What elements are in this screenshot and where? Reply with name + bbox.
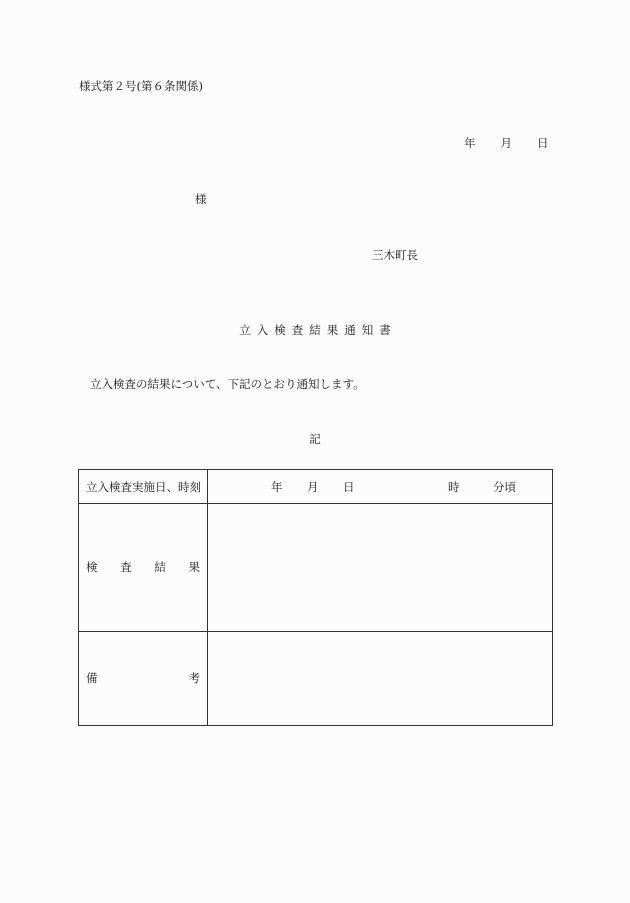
table-row-inspection-result <box>79 504 553 631</box>
datetime-label: 立入検査実施日、時刻 <box>86 479 201 494</box>
table-row-remarks <box>79 631 553 725</box>
addressee-honorific: 様 <box>195 192 207 206</box>
label-char: 査 <box>120 560 132 575</box>
inspection-result-label-cell <box>79 504 208 631</box>
datetime-value-cell <box>208 470 553 504</box>
notice-body-text: 立入検査の結果について、下記のとおり通知します。 <box>90 377 365 391</box>
label-char: 考 <box>188 671 200 686</box>
date-day-label: 日 <box>537 136 549 150</box>
inspection-result-value-cell <box>208 504 553 631</box>
inspection-result-table <box>78 469 553 726</box>
datetime-hour-label: 時 <box>448 479 460 494</box>
label-char: 備 <box>86 671 98 686</box>
label-char: 検 <box>86 560 98 575</box>
label-char: 果 <box>188 560 200 575</box>
date-month-label: 月 <box>500 136 512 150</box>
issuer-name: 三木町長 <box>372 248 418 262</box>
remarks-label <box>79 670 207 686</box>
remarks-label-cell <box>79 631 208 725</box>
issue-date <box>464 138 549 150</box>
table-row-datetime <box>79 470 553 504</box>
datetime-year-label: 年 <box>271 479 283 494</box>
datetime-month-label: 月 <box>307 479 319 494</box>
ki-heading: 記 <box>309 432 321 446</box>
label-char: 結 <box>154 560 166 575</box>
date-year-label: 年 <box>464 136 476 150</box>
inspection-result-label <box>79 559 207 575</box>
document-title: 立入検査結果通知書 <box>239 323 397 337</box>
datetime-day-label: 日 <box>343 479 355 494</box>
remarks-value-cell <box>208 631 553 725</box>
datetime-minute-label: 分頃 <box>493 479 516 494</box>
form-number: 様式第２号(第６条関係) <box>79 79 203 93</box>
datetime-label-cell <box>79 470 208 504</box>
